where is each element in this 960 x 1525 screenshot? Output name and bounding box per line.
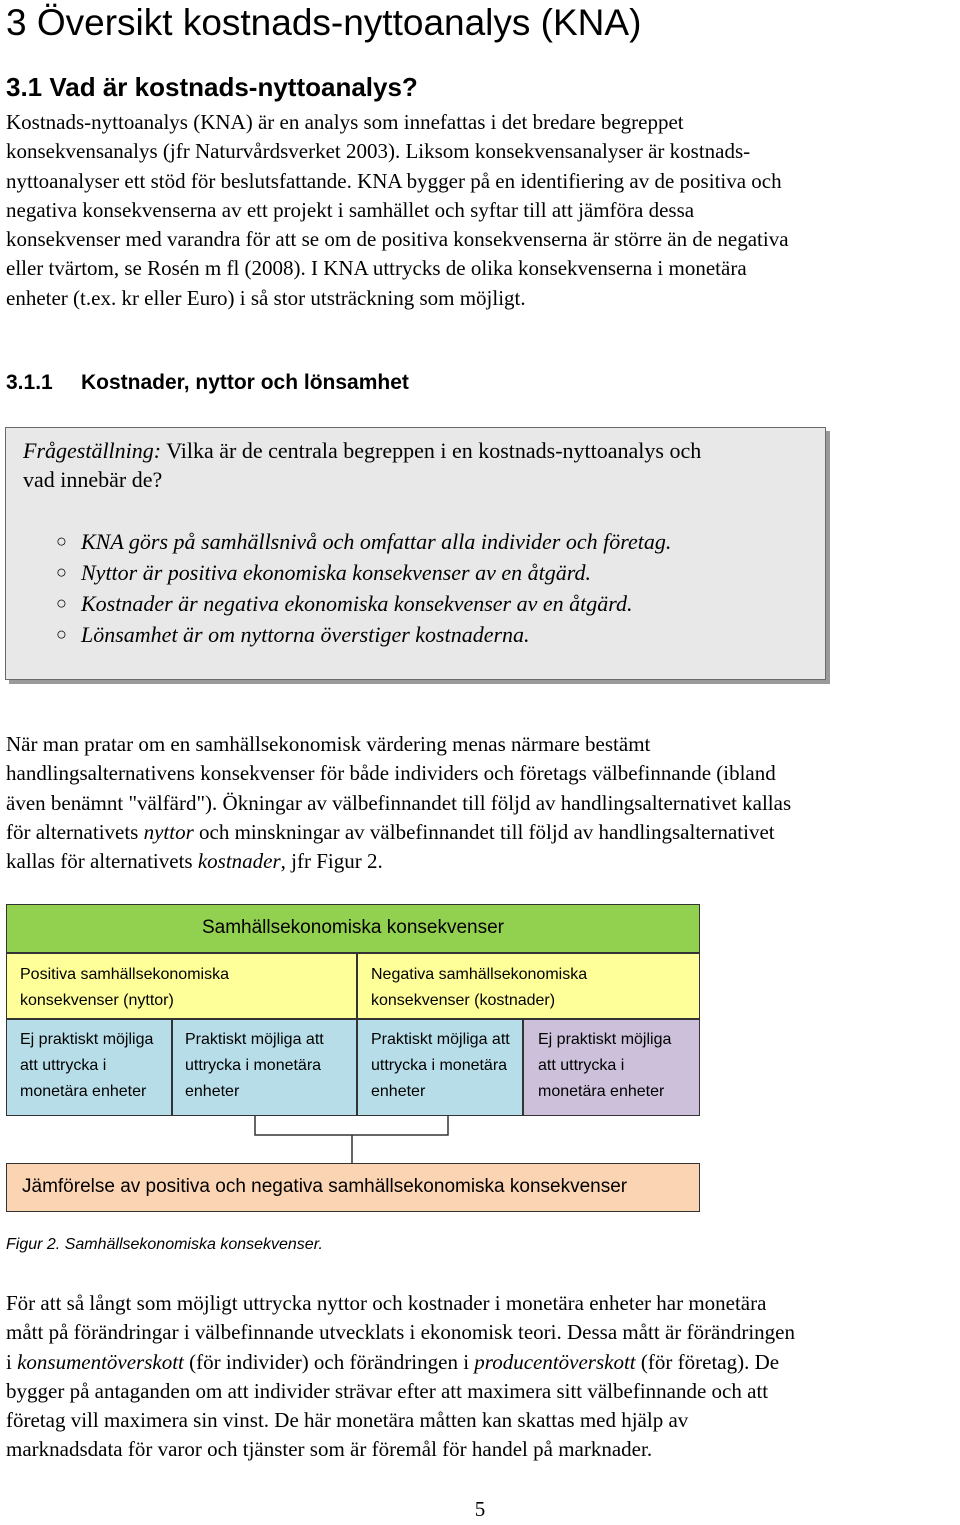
subsection-title: Kostnader, nyttor och lönsamhet [81, 371, 409, 394]
box-text-line: enheter [371, 1083, 426, 1100]
figure-box-positive-nonmonetary [6, 1019, 172, 1116]
list-item-text: Kostnader är negativa ekonomiska konsekvenser av en åtgärd. [81, 591, 633, 616]
box-text-line: Positiva samhällsekonomiska [20, 966, 229, 983]
subsection-number: 3.1.1 [6, 371, 53, 394]
figure-box-positive [6, 953, 357, 1019]
text-span: (för individer) och förändringen i [183, 1349, 475, 1374]
text-line: konsekvenser med varandra för att se om de positiva konsekvenserna är större än de negativa [6, 227, 789, 252]
text-span: för alternativets [6, 819, 144, 844]
emphasis-konsumentoverskott: konsumentöverskott [17, 1349, 184, 1374]
text-line: eller tvärtom, se Rosén m fl (2008). I KNA uttrycks de olika konsekvenserna i monetära [6, 256, 747, 281]
box-text-line: Praktiskt möjliga att [185, 1031, 324, 1048]
box-text-line: konsekvenser (kostnader) [371, 992, 556, 1009]
text-line: negativa konsekvenserna av ett projekt i samhället och syftar till att jämföra dessa [6, 197, 695, 222]
emphasis-nyttor: nyttor [143, 819, 194, 844]
figure-box-negative-monetary [357, 1019, 523, 1116]
bullet-icon: ○ [56, 531, 67, 551]
list-item-text: Nyttor är positiva ekonomiska konsekvenser av en åtgärd. [81, 560, 591, 585]
bracket-connector [255, 1116, 448, 1135]
text-span: (för företag). De [635, 1349, 780, 1374]
bullet-icon: ○ [56, 562, 67, 582]
text-line: konsekvensanalys (jfr Naturvårdsverket 2003). Liksom konsekvensanalyser är kostnads- [6, 139, 751, 164]
box-text-line: Negativa samhällsekonomiska [371, 966, 588, 983]
text-span: i [6, 1349, 18, 1374]
section-heading: 3.1 Vad är kostnads-nyttoanalys? [6, 72, 418, 102]
question-line: vad innebär de? [23, 467, 163, 492]
text-line: enheter (t.ex. kr eller Euro) i så stor utsträckning som möjligt. [6, 285, 526, 310]
text-span: kallas för alternativets [6, 849, 198, 874]
figure-box-positive-monetary [172, 1019, 357, 1116]
box-text-line: monetära enheter [538, 1083, 665, 1100]
box-text-line: att uttrycka i [538, 1057, 625, 1074]
figure-caption: Figur 2. Samhällsekonomiska konsekvenser. [6, 1236, 323, 1253]
text-line [6, 1348, 958, 1377]
box-text-line: uttrycka i monetära [371, 1057, 508, 1074]
text-line: När man pratar om en samhällsekonomisk värdering menas närmare bestämt [6, 732, 651, 756]
figure-box-top: Samhällsekonomiska konsekvenser [6, 904, 700, 953]
emphasis-producentoverskott: producentöverskott [474, 1349, 636, 1374]
question-label: Frågeställning: [23, 438, 162, 463]
text-line: även benämnt "välfärd"). Ökningar av välbefinnandet till följd av handlingsalternativet kallas [6, 790, 792, 815]
box-text-line: Praktiskt möjliga att [371, 1031, 510, 1048]
text-span: och minskningar av välbefinnandet till följd av handlingsalternativet [193, 819, 775, 844]
box-text-line: konsekvenser (nyttor) [20, 992, 174, 1009]
body-paragraph [6, 1289, 958, 1465]
chapter-heading: 3 Översikt kostnads-nyttoanalys (KNA) [6, 2, 642, 43]
list-item-text: Lönsamhet är om nyttorna överstiger kostnaderna. [81, 622, 530, 647]
emphasis-kostnader: kostnader [197, 849, 281, 874]
text-line: bygger på antaganden om att individer strävar efter att maximera sitt välbefinnande och att [6, 1378, 769, 1403]
text-line: företag vill maximera sin vinst. De här monetära måtten kan skattas med hjälp av [6, 1408, 689, 1433]
box-text-line: att uttrycka i [20, 1057, 107, 1074]
text-line: handlingsalternativens konsekvenser för både individers och företags välbefinnande (ibland [6, 761, 776, 786]
box-text-line: enheter [185, 1083, 240, 1100]
text-line: nyttoanalyser ett stöd för beslutsfattande. KNA bygger på en identifiering av de positiva och [6, 168, 782, 193]
bullet-icon: ○ [56, 593, 67, 613]
figure-box-negative-nonmonetary [523, 1019, 700, 1116]
text-line: Kostnads-nyttoanalys (KNA) är en analys som innefattas i det bredare begreppet [6, 110, 684, 134]
bullet-icon: ○ [56, 624, 67, 644]
box-text-line: uttrycka i monetära [185, 1057, 322, 1074]
box-text-line: Ej praktiskt möjliga [20, 1031, 154, 1048]
page-number: 5 [474, 1497, 486, 1521]
list-item-text: KNA görs på samhällsnivå och omfattar alla individer och företag. [81, 529, 672, 554]
text-line: För att så långt som möjligt uttrycka nyttor och kostnader i monetära enheter har monetära [6, 1291, 767, 1315]
box-text-line: monetära enheter [20, 1083, 147, 1100]
text-span: , jfr Figur 2. [280, 849, 383, 874]
box-text-line: Ej praktiskt möjliga [538, 1031, 672, 1048]
text-line: marknadsdata för varor och tjänster som är föremål för handel på marknader. [6, 1437, 653, 1462]
text-line: mått på förändringar i välbefinnande utvecklats i ekonomisk teori. Dessa mått är förändringen [6, 1320, 795, 1345]
question-line: Vilka är de centrala begreppen i en kostnads-nyttoanalys och [161, 438, 702, 463]
figure-box-comparison: Jämförelse av positiva och negativa samhällsekonomiska konsekvenser [6, 1163, 700, 1212]
figure-box-negative [357, 953, 700, 1019]
